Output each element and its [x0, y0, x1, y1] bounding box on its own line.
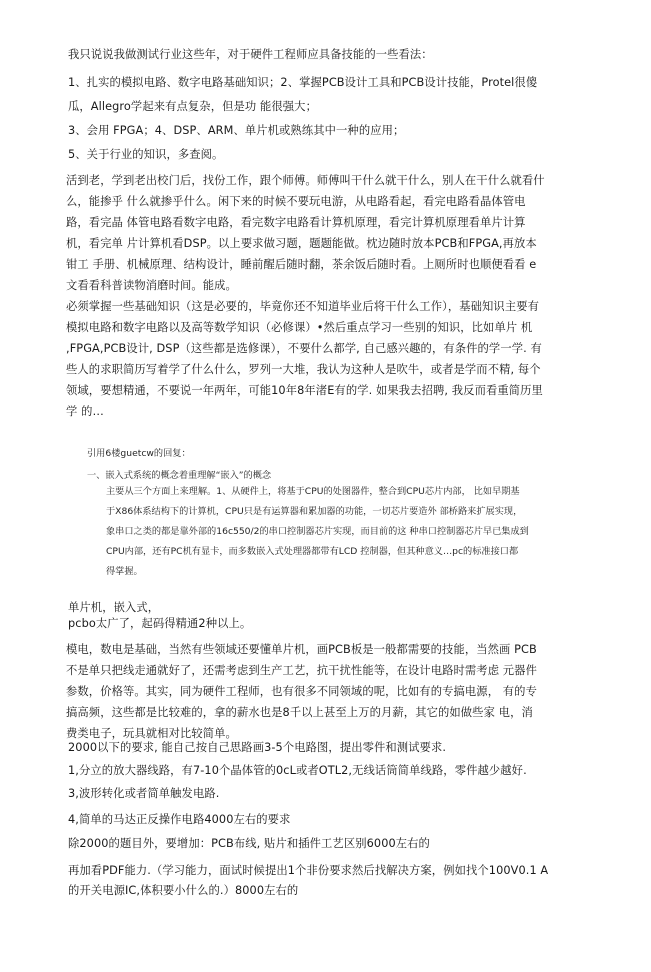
para2-line-1: 模电，数电是基础，当然有些领域还要懂单片机，画PCB板是一般都需要的技能，当然画 PCB	[66, 643, 537, 656]
para2-line-4: 搞高频，这些都是比较难的，拿的薪水也是8千以上甚至上万的月薪，其它的如做些家 电，消	[66, 706, 533, 719]
quote-line-4: CPU内部，还有PC机有显卡，而多数嵌入式处理器都带有LCD 控制器，但其种意义…pc的标准接口都	[106, 546, 519, 557]
req-line-2: 1,分立的放大器线路，有7-10个晶体管的0cL或者OTL2,无线话筒简单线路，零件越少越好.	[68, 764, 527, 777]
para1-line-1: 活到老，学到老出校门后，找份工作，跟个师傅。师傅叫干什么就干什么，别人在干什么就看什	[66, 174, 545, 187]
skills-line-4: 5、关于行业的知识，多查阅。	[68, 148, 224, 161]
quote-line-2: 于X86体系结构下的计算机，CPU只是有运算器和累加器的功能，一切芯片要造外 部桥路来扩展实现，	[106, 506, 523, 517]
para1-line-8: 模拟电路和数字电路以及高等数学知识（必修课）•然后重点学习一些别的知识，比如单片 机	[66, 321, 533, 334]
mcu-line-2: pcbo太广了，起码得精通2种以上。	[68, 617, 252, 630]
para1-line-11: 领域，要想精通，不要说一年两年，可能10年8年渚E有的学. 如果我去招聘, 我反而看重简历里	[66, 384, 543, 397]
para1-line-4: 机，看完单 片计算机看DSP。以上要求做习题，题题能做。枕边随时放本PCB和FPGA,再放本	[66, 237, 537, 250]
para1-line-12: 学 的…	[66, 405, 104, 418]
skills-line-2: 瓜，Allegro学起来有点复杂，但是功 能很强大；	[68, 100, 317, 113]
req-line-5: 除2000的题目外，要增加：PCB布线, 贴片和插件工艺区别6000左右的	[68, 837, 430, 850]
quote-line-1: 主要从三个方面上来理解。1、从硬件上，将基于CPU的处图器件，整合到CPU芯片内部， 比如早期基	[106, 486, 520, 497]
para1-line-7: 必须掌握一些基础知识（这是必要的，毕竟你还不知道毕业后将干什么工作），基础知识主要有	[66, 300, 540, 313]
skills-line-1: 1、扎实的模拟电路、数字电路基础知识；2、掌握PCB设计工具和PCB设计技能，Protel很傻	[68, 76, 538, 89]
quote-subtitle: 一、嵌入式系统的概念着重理解“嵌入”的概念	[87, 470, 272, 481]
para1-line-10: 些人的求职简历写着学了什么什么，罗列一大堆，我认为这种人是吹牛，或者是学而不精, 每个	[66, 363, 541, 376]
skills-line-3: 3、会用 FPGA；4、DSP、ARM、单片机或熟练其中一种的应用；	[68, 124, 405, 137]
para2-line-5: 费类电子，玩具就相对比较简单。	[66, 727, 237, 740]
req-line-3: 3,波形转化或者简单触发电路.	[68, 787, 220, 800]
req-line-7: 的开关电源IC,体积要小什么的.）8000左右的	[68, 884, 299, 897]
quote-title: 引用6楼guetcw的回复：	[87, 448, 191, 459]
para1-line-6: 文看看科普读物消磨时间。能成。	[66, 279, 237, 292]
para1-line-9: ,FPGA,PCB设计, DSP（这些都是选修课），不要什么都学, 自己感兴趣的，有条件的学一学. 有	[66, 342, 542, 355]
req-line-1: 2000以下的要求, 能自己按自己思路画3-5个电路图，提出零件和测试要求.	[68, 741, 447, 754]
para2-line-3: 参数，价格等。其实，同为硬件工程师，也有很多不同领域的呢，比如有的专搞电源， 有的专	[66, 685, 537, 698]
para1-line-3: 路，看完晶 体管电路看数字电路，看完数字电路看计算机原理，看完计算机原理看单片计算	[66, 216, 526, 229]
para1-line-2: 么，能掺乎 什么就掺乎什么。闲下来的时候不要玩电游，从电路看起，看完电路看晶体管电	[66, 195, 526, 208]
quote-line-3: 象串口之类的都是靠外部的16c550/2的串口控制器芯片实现，而目前的这 种串口控制器芯片早已集成到	[106, 526, 529, 537]
quote-line-5: 得掌握。	[106, 566, 143, 577]
para1-line-5: 钳工 手册、机械原理、结构设计，睡前醒后随时翻，茶余饭后随时看。上厕所时也顺便看看 e	[66, 258, 537, 271]
req-line-6: 再加看PDF能力.（学习能力，面试时候提出1个非份要求然后找解决方案，例如找个100V0.1 A	[68, 864, 549, 877]
para2-line-2: 不是单只把线走通就好了，还需考虑到生产工艺，抗干扰性能等，在设计电路时需考虑 元器件	[66, 664, 537, 677]
req-line-4: 4,简单的马达正反操作电路4000左右的要求	[68, 813, 291, 826]
mcu-line-1: 单片机，嵌入式，	[68, 601, 160, 614]
intro-line: 我只说说我做测试行业这些年，对于硬件工程师应具备技能的一些看法：	[68, 48, 433, 61]
